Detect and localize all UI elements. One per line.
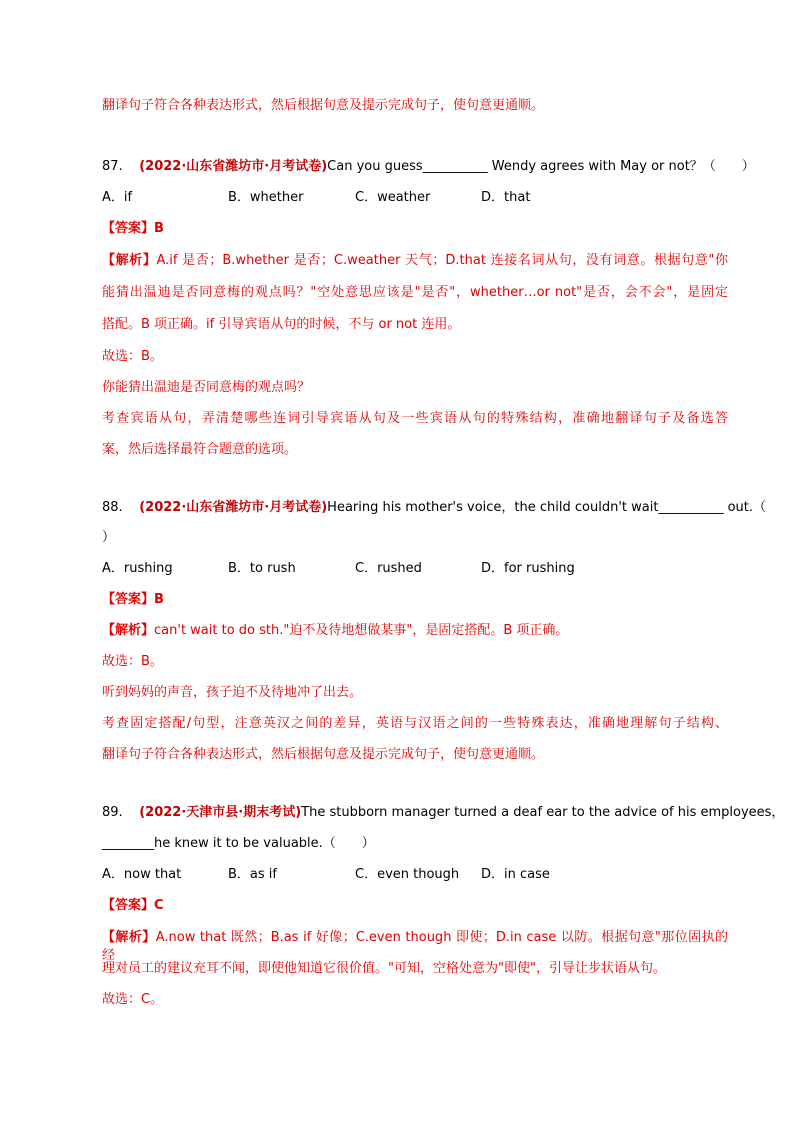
analysis-line: 【解析】can't wait to do sth."迫不及待地想做某事"，是固定搭配。B 项正确。 [102,623,569,638]
question-text: Can you guess__________ Wendy agrees with May or not？（ ） [327,159,755,174]
question-89-stem [102,804,784,822]
option-c: C．rushed [355,561,422,576]
option-d: D．for rushing [481,561,575,576]
analysis-line: 【解析】A.now that 既然；B.as if 好像；C.even though 即使；D.in case 以防。根据句意"那位固执的经 [102,930,728,963]
answer-label: 【答案】B [102,592,164,607]
analysis-line: 【解析】A.if 是否；B.whether 是否；C.weather 天气；D.that 连接名词从句，没有词意。根据句意"你 [102,253,728,268]
analysis-label: 【解析】 [102,623,155,638]
option-c: C．weather [355,190,431,205]
answer-label: 【答案】B [102,221,164,236]
question-text-cont: ） [102,530,116,545]
question-number: 87. [102,159,123,174]
analysis-line: 能猜出温迪是否同意梅的观点吗？"空处意思应该是"是否"，whether…or not"是否，会不会"，是固定 [102,285,728,300]
note-line: 考查宾语从句，弄清楚哪些连词引导宾语从句及一些宾语从句的特殊结构，准确地翻译句子及备选答 [102,411,728,426]
question-source: (2022·天津市县·期末考试) [139,805,302,820]
option-a: A．rushing [102,561,173,576]
option-b: B．whether [228,190,304,205]
question-text-cont: ________he knew it to be valuable.（ ） [102,836,375,851]
note-line: 翻译句子符合各种表达形式，然后根据句意及提示完成句子，使句意更通顺。 [102,747,545,762]
option-a: A．if [102,190,133,205]
option-a: A．now that [102,867,182,882]
question-number: 89. [102,805,123,820]
option-b: B．to rush [228,561,296,576]
question-text: Hearing his mother's voice，the child couldn't wait__________ out.（ [327,500,766,515]
option-c: C．even though [355,867,460,882]
option-b: B．as if [228,867,277,882]
analysis-label: 【解析】 [102,253,157,268]
note-line: 案，然后选择最符合题意的选项。 [102,442,298,457]
option-d: D．that [481,190,531,205]
option-d: D．in case [481,867,550,882]
analysis-line: 理对员工的建议充耳不闻，即使他知道它很价值。"可知，空格处意为"即使"，引导让步状语从句。 [102,961,666,976]
question-87-stem [102,158,755,176]
question-source: (2022·山东省潍坊市·月考试卷) [139,500,328,515]
continuation-text: 翻译句子符合各种表达形式，然后根据句意及提示完成句子，使句意更通顺。 [102,98,545,113]
choice-line: 故选：B。 [102,654,163,669]
question-source: (2022·山东省潍坊市·月考试卷) [139,159,328,174]
question-text: The stubborn manager turned a deaf ear to the advice of his employees， [301,805,785,820]
question-number: 88. [102,500,123,515]
question-88-stem [102,499,766,517]
choice-line: 故选：C。 [102,992,164,1007]
translation-line: 你能猜出温迪是否同意梅的观点吗？ [102,380,311,395]
note-line: 考查固定搭配/句型，注意英汉之间的差异，英语与汉语之间的一些特殊表达，准确地理解句子结构、 [102,716,728,731]
choice-line: 故选：B。 [102,349,163,364]
translation-line: 听到妈妈的声音，孩子迫不及待地冲了出去。 [102,685,363,700]
analysis-line: 搭配。B 项正确。if 引导宾语从句的时候，不与 or not 连用。 [102,317,461,332]
answer-label: 【答案】C [102,898,164,913]
analysis-label: 【解析】 [102,930,156,945]
